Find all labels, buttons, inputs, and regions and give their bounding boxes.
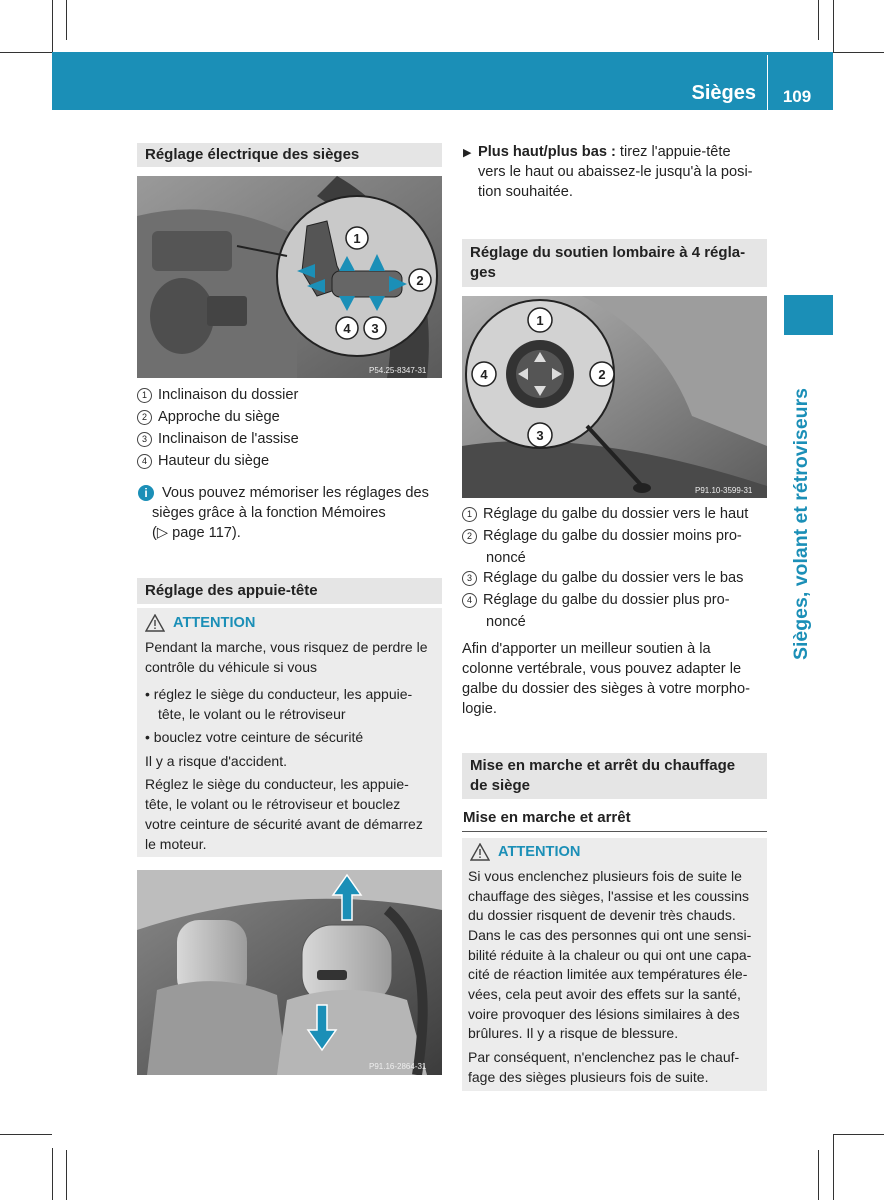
section-heading-line: Mise en marche et arrêt du chauffage: [470, 757, 736, 774]
warning-text: cité de réaction limitée aux températures éle-: [468, 966, 748, 982]
seat-controls-illustration: [137, 176, 442, 378]
list-item: [462, 528, 742, 544]
list-item-label: noncé: [486, 550, 526, 566]
crop-mark: [833, 0, 834, 52]
crop-mark: [833, 1134, 884, 1135]
step-rest: tirez l'appuie-tête: [615, 144, 731, 160]
step-text: tion souhaitée.: [478, 184, 573, 200]
crop-mark: [818, 0, 819, 40]
warning-triangle-icon: [145, 614, 165, 632]
list-item-label: Approche du siège: [158, 409, 280, 425]
section-heading-line: de siège: [470, 777, 531, 794]
step-text: vers le haut ou abaissez-le jusqu'à la posi-: [478, 164, 753, 180]
number-badge: 2: [137, 410, 152, 425]
warning-text: fage des sièges plusieurs fois de suite.: [468, 1069, 709, 1085]
image-code: P91.10-3599-31: [695, 486, 753, 495]
list-item: [137, 387, 298, 403]
list-item-label: Hauteur du siège: [158, 453, 270, 469]
warning-text: Réglez le siège du conducteur, les appuie-: [145, 776, 409, 792]
warning-text: brûlures. Il y a risque de blessure.: [468, 1025, 679, 1041]
number-badge: 1: [462, 507, 477, 522]
number-badge: 4: [462, 593, 477, 608]
crop-mark: [0, 1134, 52, 1135]
section-heading: Réglage des appuie-tête: [137, 578, 442, 604]
warning-title: [470, 843, 580, 861]
number-badge: 3: [137, 432, 152, 447]
warning-text: votre ceinture de sécurité avant de démarrez: [145, 816, 423, 832]
svg-text:1: 1: [536, 313, 544, 328]
crop-mark: [52, 0, 53, 52]
header-separator: [767, 55, 768, 110]
body-text: galbe du dossier des sièges à votre morpho-: [462, 681, 750, 697]
list-item: [137, 409, 280, 425]
section-heading-line: Réglage du soutien lombaire à 4 régla-: [470, 244, 746, 261]
crop-mark: [0, 52, 52, 53]
crop-mark: [66, 0, 67, 40]
warning-text: vées, cela peut avoir des effets sur la santé,: [468, 986, 741, 1002]
page-number: 109: [782, 87, 812, 106]
crop-mark: [833, 1134, 834, 1200]
image-code: P54.25-8347-31: [369, 366, 427, 375]
crop-mark: [833, 52, 884, 53]
warning-text: Dans le cas des personnes qui ont une sensi-: [468, 927, 752, 943]
info-text: sièges grâce à la fonction Mémoires: [152, 505, 386, 521]
list-item: [137, 453, 269, 469]
svg-text:4: 4: [480, 367, 488, 382]
crop-mark: [66, 1150, 67, 1200]
body-text: logie.: [462, 701, 497, 717]
svg-text:2: 2: [598, 367, 606, 382]
list-item-label: Réglage du galbe du dossier vers le bas: [483, 570, 744, 586]
warning-title-text: ATTENTION: [173, 615, 256, 631]
crop-mark: [818, 1150, 819, 1200]
warning-text: Si vous enclenchez plusieurs fois de suite le: [468, 868, 742, 884]
list-item-label: Inclinaison de l'assise: [158, 431, 299, 447]
side-tab-block: [784, 295, 833, 335]
list-item-label: Réglage du galbe du dossier moins pro-: [483, 528, 742, 544]
side-tab-label: Sièges, volant et rétroviseurs: [790, 387, 812, 660]
headrest-image: [137, 870, 442, 1075]
warning-text: du dossier risquent de devenir très chauds.: [468, 907, 736, 923]
body-text: colonne vertébrale, vous pouvez adapter le: [462, 661, 742, 677]
warning-text: voire provoquer des lésions similaires à des: [468, 1006, 740, 1022]
seat-controls-image: [137, 176, 442, 378]
section-heading-line: ges: [470, 264, 496, 281]
warning-text: tête, le volant ou le rétroviseur et bouclez: [145, 796, 401, 812]
warning-text: bilité réduite à la chaleur ou qui ont une capa-: [468, 947, 752, 963]
warning-title: [145, 614, 255, 632]
section-heading: [462, 753, 767, 799]
page-reference-link[interactable]: (▷ page 117).: [152, 525, 241, 541]
info-icon: i: [138, 485, 154, 501]
section-heading: Réglage électrique des sièges: [137, 143, 442, 167]
lumbar-support-illustration: [462, 296, 767, 498]
list-item-label: Réglage du galbe du dossier plus pro-: [483, 592, 730, 608]
svg-text:3: 3: [371, 321, 379, 336]
svg-text:3: 3: [536, 428, 544, 443]
lumbar-support-image: [462, 296, 767, 498]
step-bold: Plus haut/plus bas :: [478, 144, 616, 160]
image-code: P91.16-2864-31: [369, 1062, 427, 1071]
number-badge: 1: [137, 388, 152, 403]
list-item: [462, 506, 748, 522]
warning-text: chauffage des sièges, l'assise et les coussins: [468, 888, 750, 904]
number-badge: 3: [462, 571, 477, 586]
list-item-label: Réglage du galbe du dossier vers le haut: [483, 506, 749, 522]
warning-text: Il y a risque d'accident.: [145, 753, 287, 769]
list-item: [462, 570, 743, 586]
header-title: Sièges: [691, 82, 756, 104]
list-item: [462, 592, 730, 608]
list-item: [137, 431, 299, 447]
warning-bullet: • bouclez votre ceinture de sécurité: [145, 729, 364, 745]
warning-text: contrôle du véhicule si vous: [145, 659, 317, 675]
subheading-rule: [462, 831, 767, 832]
crop-mark: [52, 1148, 53, 1200]
warning-text: le moteur.: [145, 836, 207, 852]
svg-text:4: 4: [343, 321, 351, 336]
step-text: [478, 142, 731, 163]
number-badge: 4: [137, 454, 152, 469]
warning-triangle-icon: [470, 843, 490, 861]
svg-text:2: 2: [416, 273, 424, 288]
step-arrow-icon: ▶: [463, 147, 472, 159]
warning-text: Pendant la marche, vous risquez de perdre le: [145, 639, 428, 655]
list-item-label: Inclinaison du dossier: [158, 387, 299, 403]
warning-title-text: ATTENTION: [498, 844, 581, 860]
svg-text:1: 1: [353, 231, 361, 246]
warning-text: Par conséquent, n'enclenchez pas le chauf-: [468, 1049, 740, 1065]
list-item-label: noncé: [486, 614, 526, 630]
info-text: Vous pouvez mémoriser les réglages des: [162, 485, 429, 501]
number-badge: 2: [462, 529, 477, 544]
warning-bullet: tête, le volant ou le rétroviseur: [158, 706, 346, 722]
body-text: Afin d'apporter un meilleur soutien à la: [462, 641, 711, 657]
headrest-illustration: [137, 870, 442, 1075]
subheading: Mise en marche et arrêt: [463, 809, 631, 826]
warning-bullet: • réglez le siège du conducteur, les appuie-: [145, 686, 413, 702]
section-heading: [462, 239, 767, 287]
